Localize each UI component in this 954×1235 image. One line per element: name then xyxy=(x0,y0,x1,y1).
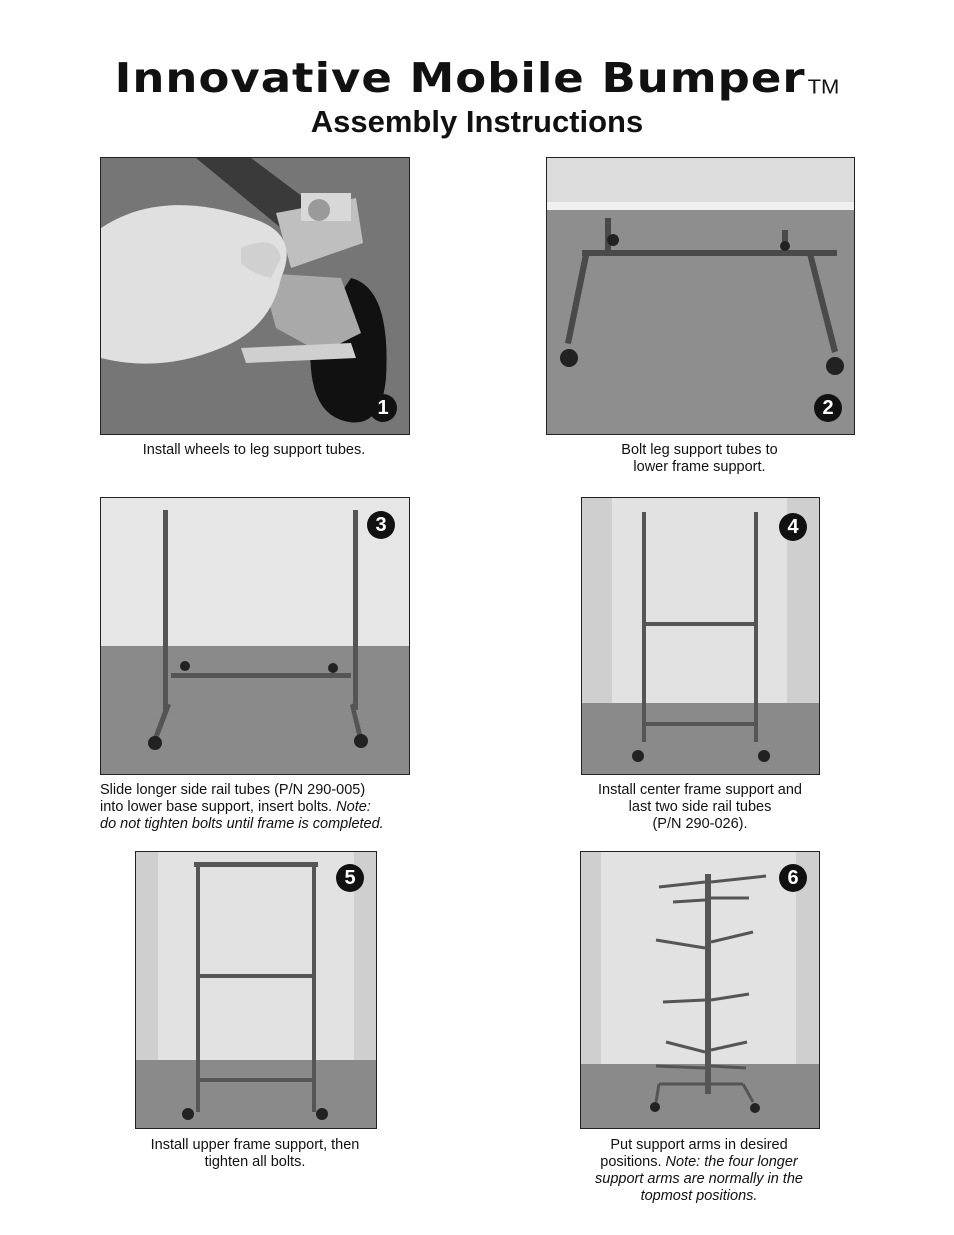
step-2-badge: 2 xyxy=(814,394,842,422)
step-4-badge: 4 xyxy=(779,513,807,541)
caption-line: Put support arms in desired xyxy=(610,1137,788,1153)
step-3-badge: 3 xyxy=(367,511,395,539)
caption-line: tighten all bolts. xyxy=(204,1154,306,1170)
caption-line xyxy=(569,1171,829,1188)
caption-note: topmost positions. xyxy=(640,1188,758,1204)
caption-line: Slide longer side rail tubes (P/N 290-005) xyxy=(100,782,366,798)
step-6-caption xyxy=(569,1137,829,1205)
page-title xyxy=(0,54,954,102)
caption-note: do not tighten bolts until frame is completed. xyxy=(100,816,384,832)
step-2-caption xyxy=(546,442,853,476)
step-3-photo xyxy=(100,497,410,775)
step-6-badge: 6 xyxy=(779,864,807,892)
caption-line: last two side rail tubes xyxy=(628,799,772,815)
step-5-badge: 5 xyxy=(336,864,364,892)
step-5-photo xyxy=(135,851,377,1129)
trademark-symbol: TM xyxy=(807,75,840,99)
caption-line xyxy=(569,1154,829,1171)
step-2-photo xyxy=(546,157,855,435)
caption-text: positions. xyxy=(600,1154,662,1170)
caption-line: Install center frame support and xyxy=(598,782,802,798)
step-1-badge: 1 xyxy=(369,394,397,422)
caption-line xyxy=(569,1188,829,1205)
caption-text: into lower base support, insert bolts. xyxy=(100,799,333,815)
caption-line xyxy=(100,799,420,816)
caption-line: lower frame support. xyxy=(633,459,766,475)
step-5-caption xyxy=(125,1137,385,1171)
caption-line: Install wheels to leg support tubes. xyxy=(142,442,366,458)
step-1-photo xyxy=(100,157,410,435)
step-1-caption xyxy=(100,442,408,459)
title-text: Innovative Mobile Bumper xyxy=(114,53,806,102)
caption-note: support arms are normally in the xyxy=(595,1171,803,1187)
caption-line xyxy=(100,816,420,833)
caption-line: (P/N 290-026). xyxy=(652,816,748,832)
caption-note-label: Note: xyxy=(336,799,371,815)
step-3-caption xyxy=(100,782,420,833)
caption-line: Bolt leg support tubes to xyxy=(621,442,778,458)
step-6-photo xyxy=(580,851,820,1129)
step-4-photo xyxy=(581,497,820,775)
step-4-caption xyxy=(571,782,829,833)
caption-note: Note: the four longer xyxy=(665,1154,798,1170)
page-subtitle: Assembly Instructions xyxy=(310,104,644,139)
caption-line: Install upper frame support, then xyxy=(150,1137,360,1153)
